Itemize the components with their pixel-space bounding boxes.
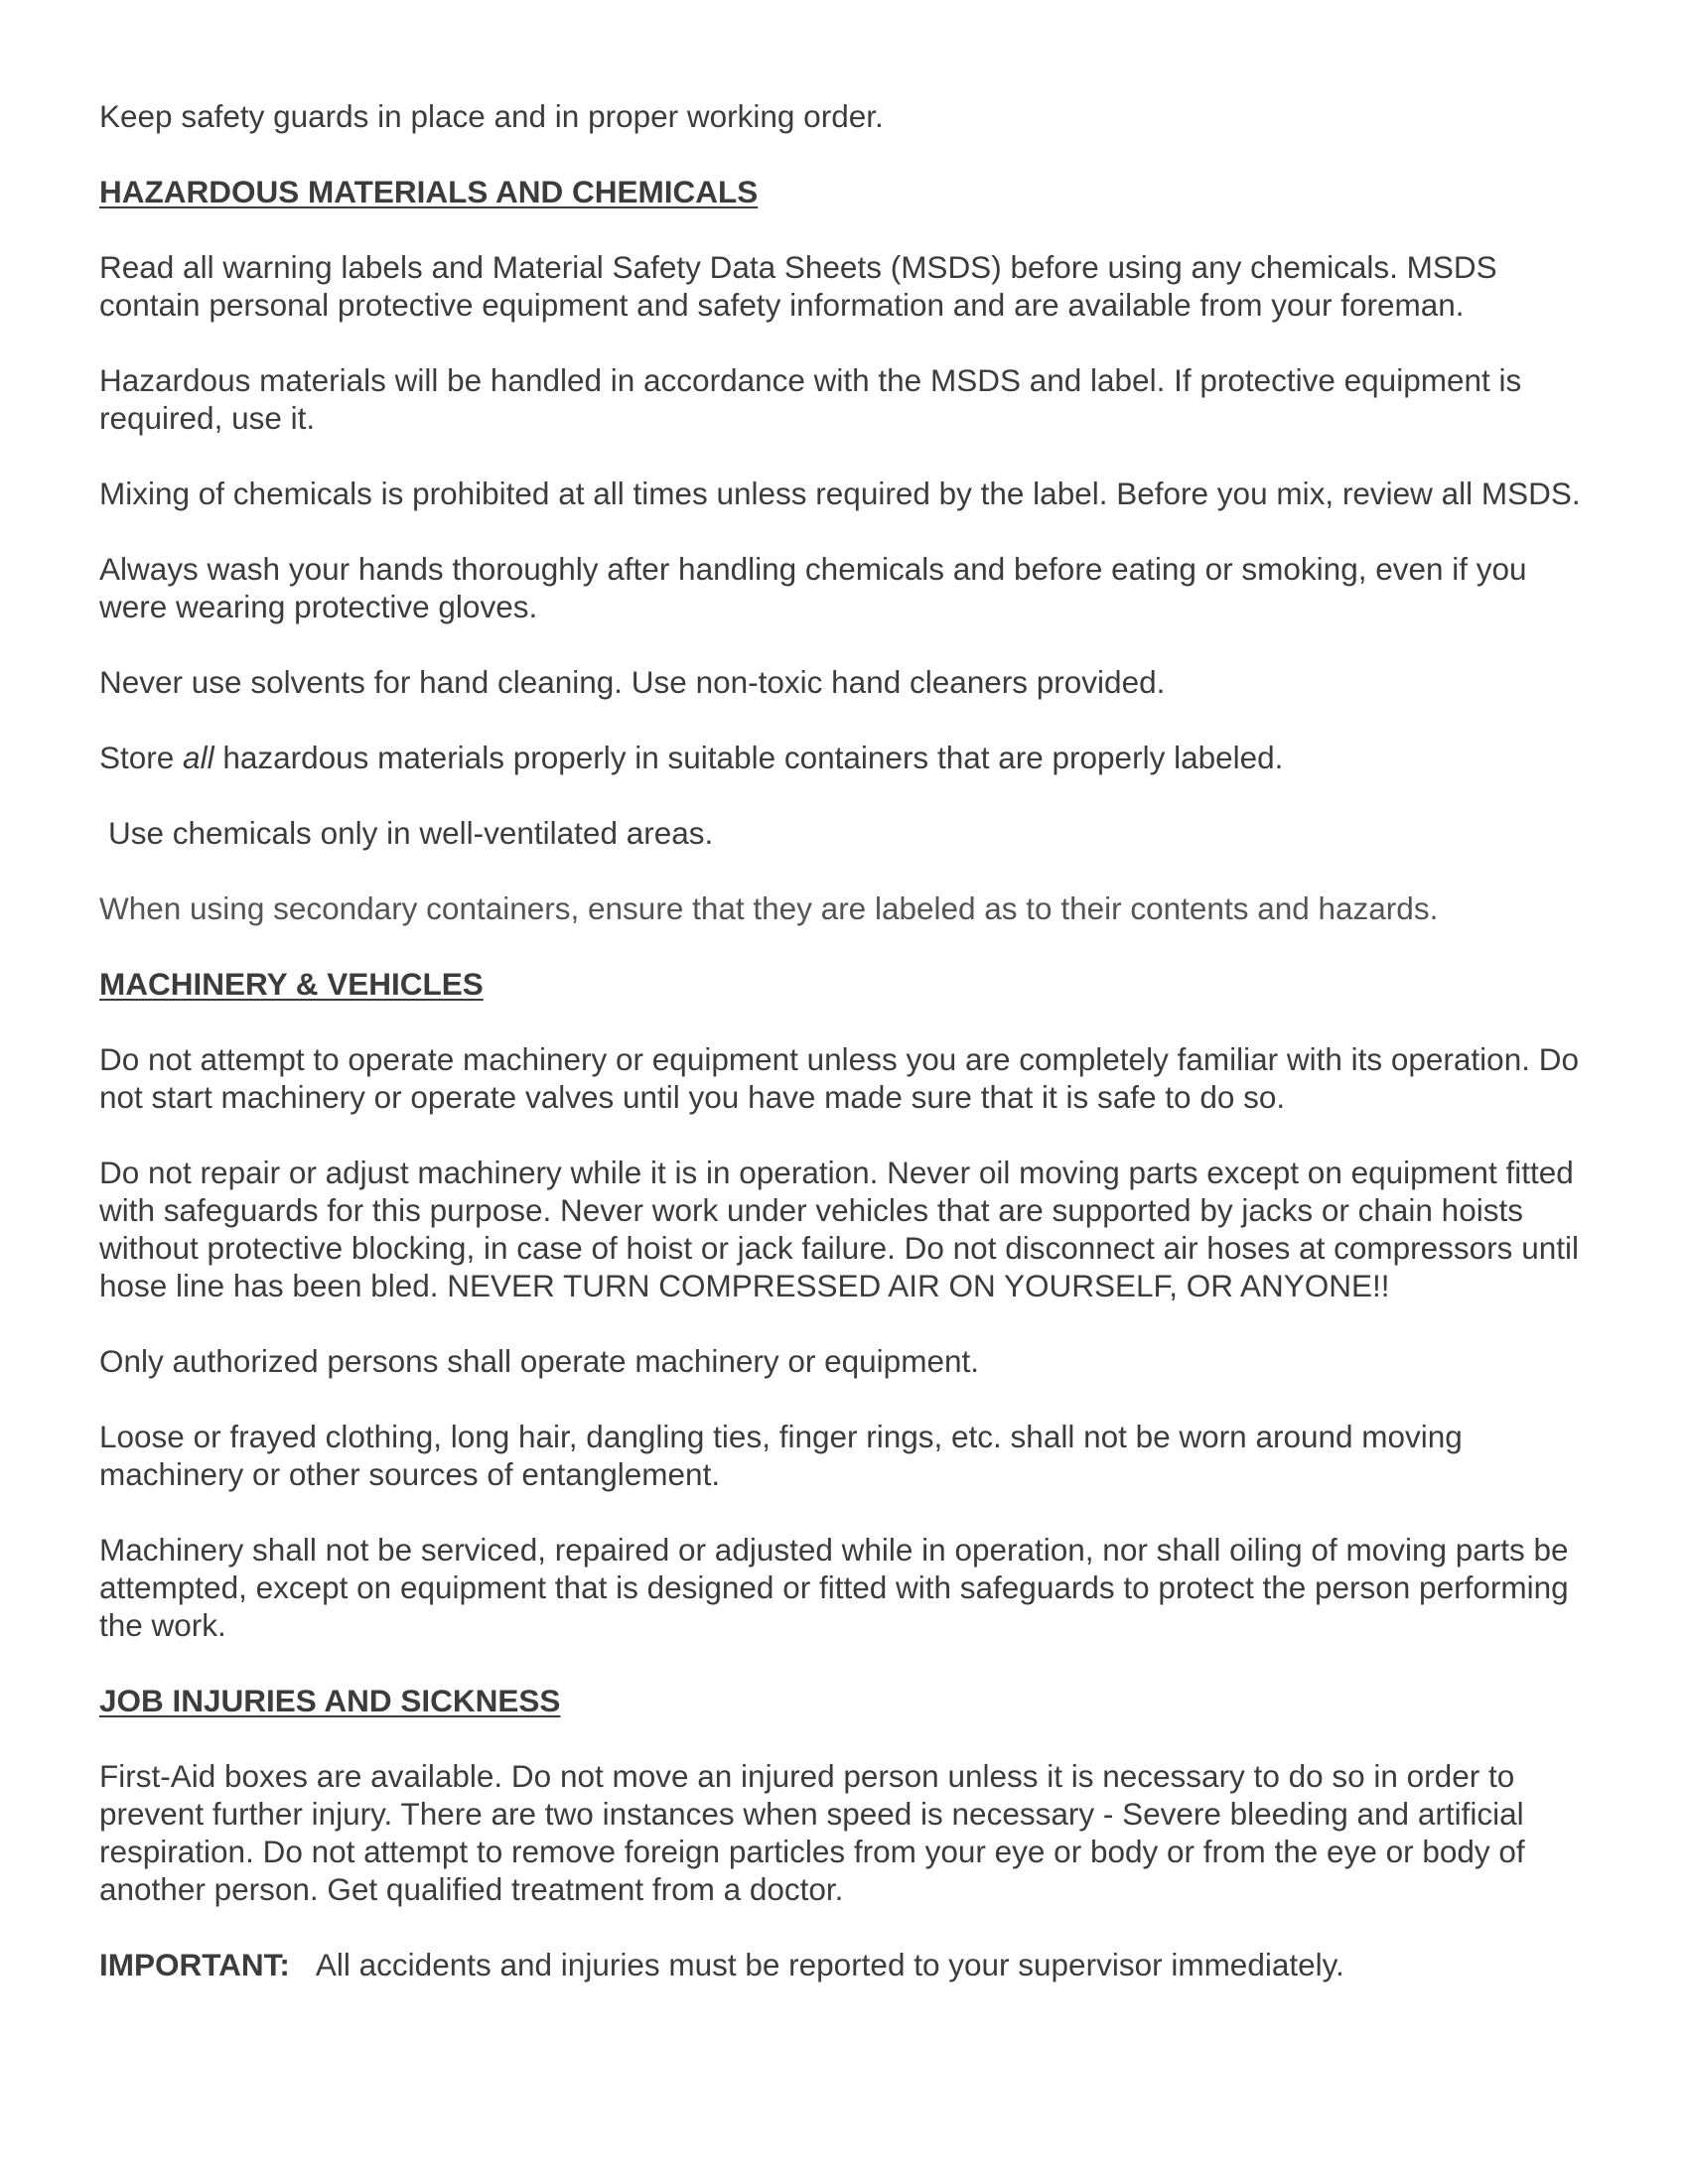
storage-text-end: hazardous materials properly in suitable containers that are properly labeled. [213, 740, 1284, 775]
heading-machinery-vehicles: MACHINERY & VEHICLES [99, 966, 484, 1002]
paragraph-authorized-persons: Only authorized persons shall operate machinery or equipment. [99, 1343, 979, 1379]
paragraph-storage [99, 739, 1589, 776]
paragraph-msds: Read all warning labels and Material Safety Data Sheets (MSDS) before using any chemicals. MSDS contain personal protective equipment and safety information and are available from your foreman. [99, 249, 1497, 323]
document-page [99, 97, 1589, 2021]
important-text: All accidents and injuries must be reported to your supervisor immediately. [315, 1947, 1344, 1982]
paragraph-ventilation: Use chemicals only in well-ventilated areas. [108, 815, 714, 851]
paragraph-mixing: Mixing of chemicals is prohibited at all times unless required by the label. Before you mix, review all MSDS. [99, 476, 1581, 511]
paragraph-safety-guards: Keep safety guards in place and in proper working order. [99, 98, 884, 134]
paragraph-clothing: Loose or frayed clothing, long hair, dangling ties, finger rings, etc. shall not be worn around moving machinery or other sources of entanglement. [99, 1419, 1463, 1492]
paragraph-operate-machinery: Do not attempt to operate machinery or equipment unless you are completely familiar with its operation. Do not start machinery or operate valves until you have made sure that it is safe to do so. [99, 1041, 1579, 1115]
heading-job-injuries: JOB INJURIES AND SICKNESS [99, 1683, 561, 1718]
paragraph-secondary-containers: When using secondary containers, ensure that they are labeled as to their contents and hazards. [99, 890, 1439, 926]
paragraph-solvents: Never use solvents for hand cleaning. Use non-toxic hand cleaners provided. [99, 664, 1166, 700]
heading-hazardous-materials: HAZARDOUS MATERIALS AND CHEMICALS [99, 174, 759, 209]
important-label: IMPORTANT: [99, 1947, 290, 1982]
paragraph-important [99, 1946, 1589, 1983]
storage-text-start: Store [99, 740, 184, 775]
paragraph-servicing: Machinery shall not be serviced, repaired or adjusted while in operation, nor shall oiling of moving parts be attempted, except on equipment that is designed or fitted with safeguards to protect the person performing the work. [99, 1532, 1569, 1643]
paragraph-first-aid: First-Aid boxes are available. Do not move an injured person unless it is necessary to do so in order to prevent further injury. There are two instances when speed is necessary - Severe bleeding and artificial respiration. Do not attempt to remove foreign particles from your eye or body or from the eye or body of another person. Get qualified treatment from a doctor. [99, 1758, 1525, 1907]
paragraph-wash-hands: Always wash your hands thoroughly after handling chemicals and before eating or smoking, even if you were wearing protective gloves. [99, 551, 1527, 624]
paragraph-repair-adjust: Do not repair or adjust machinery while it is in operation. Never oil moving parts except on equipment fitted with safeguards for this purpose. Never work under vehicles that are supported by jacks or chain hoists without protective blocking, in case of hoist or jack failure. Do not disconnect air hoses at compressors until hose line has been bled. NEVER TURN COMPRESSED AIR ON YOURSELF, OR ANYONE!! [99, 1155, 1579, 1303]
storage-emphasis: all [183, 740, 214, 775]
paragraph-handling: Hazardous materials will be handled in accordance with the MSDS and label. If protective equipment is required, use it. [99, 362, 1522, 436]
